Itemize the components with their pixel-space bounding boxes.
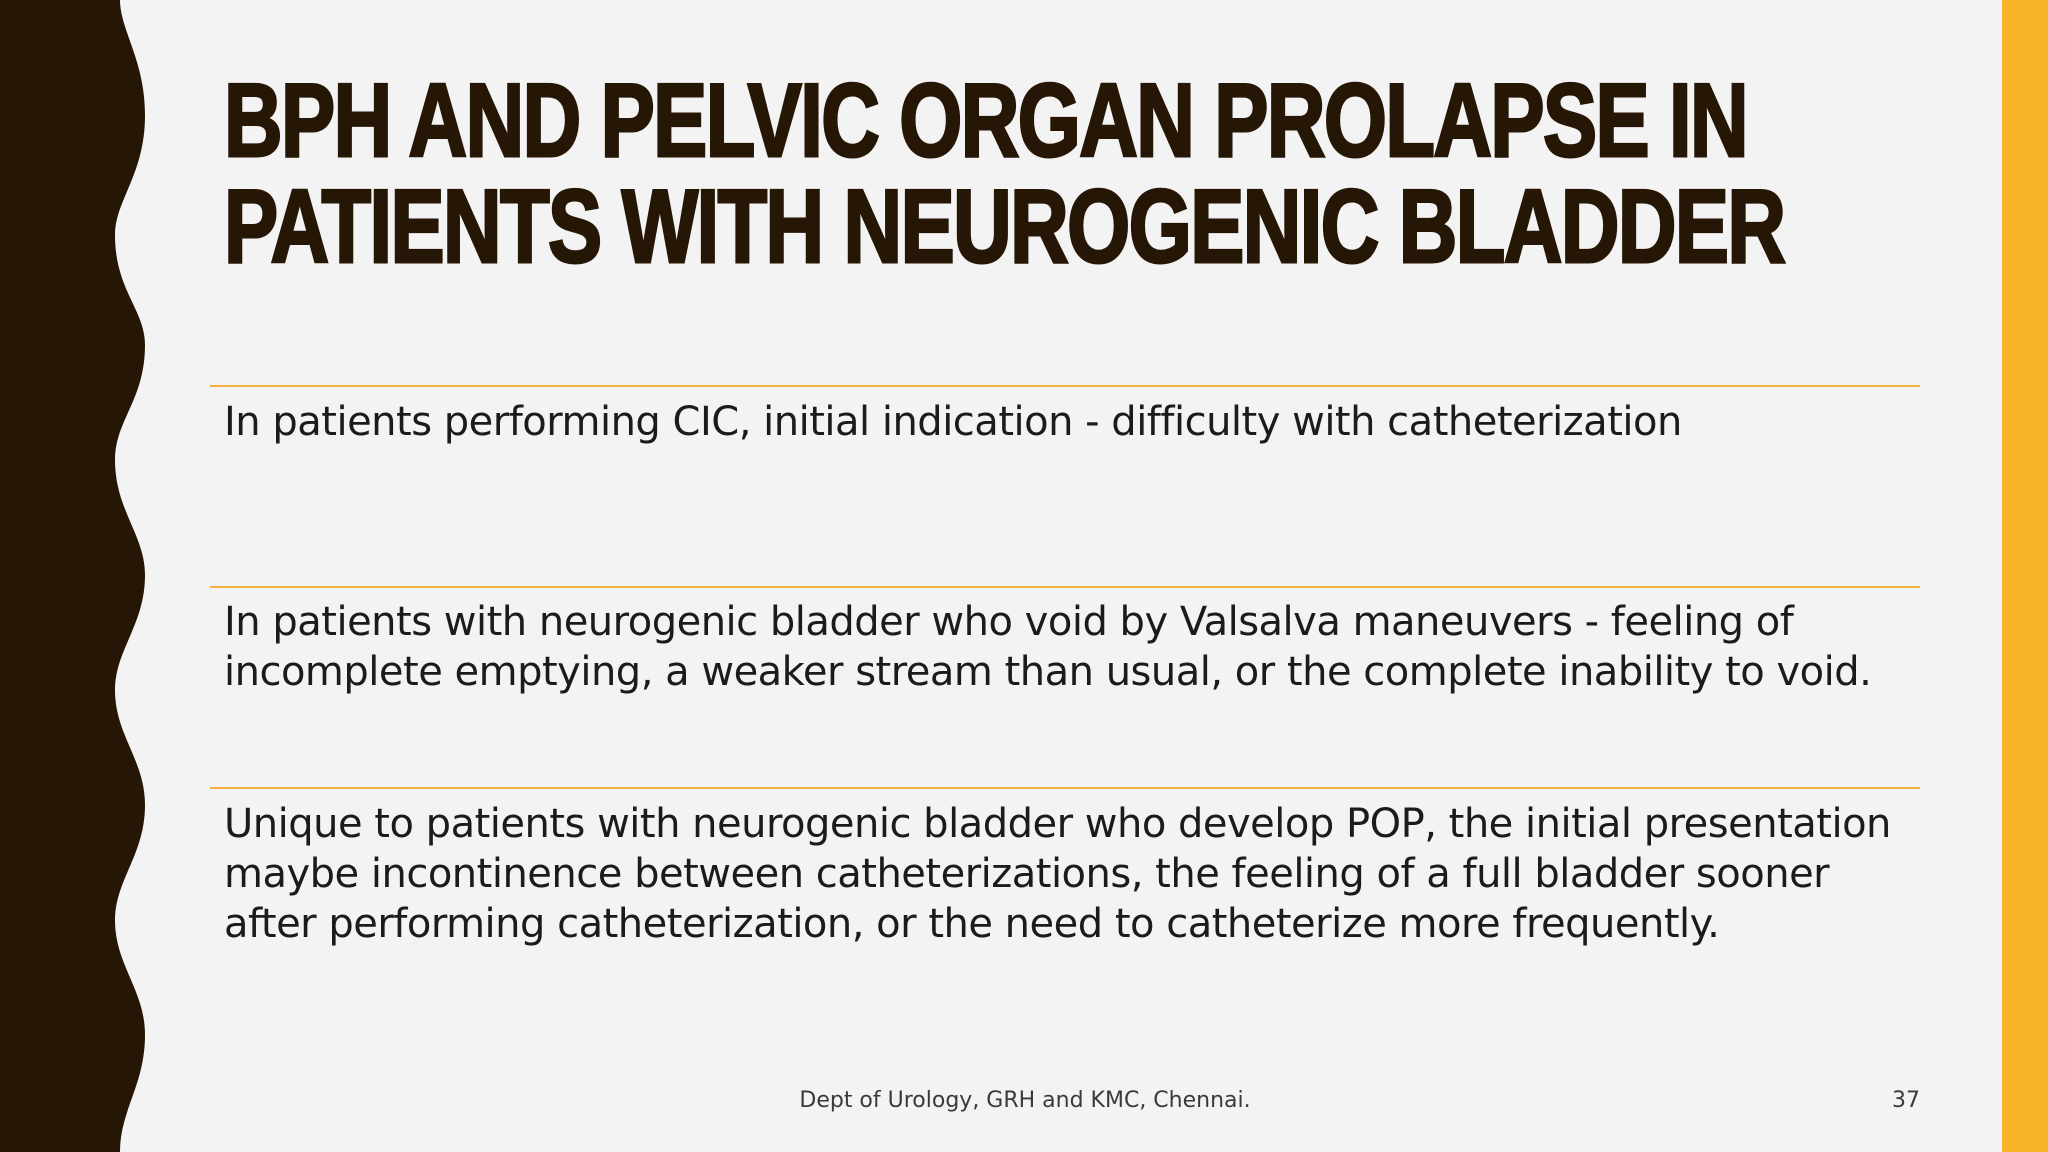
slide-title <box>224 63 1785 285</box>
footer-text: Dept of Urology, GRH and KMC, Chennai. <box>799 1088 1251 1113</box>
divider-line-1 <box>210 385 1920 387</box>
bullet-1: In patients performing CIC, initial indication - difficulty with catheterization <box>224 399 1682 445</box>
bullet-3: Unique to patients with neurogenic bladder who develop POP, the initial presentation maybe incontinence between catheterizations, the feeling of a full bladder sooner after performing catheterization, or the need to catheterize more frequently. <box>224 801 1891 947</box>
slide-title-line2: PATIENTS WITH NEUROGENIC BLADDER <box>224 169 1785 285</box>
divider-line-2 <box>210 586 1920 588</box>
divider-line-3 <box>210 787 1920 789</box>
accent-right-bar <box>2002 0 2048 1152</box>
bullet-2: In patients with neurogenic bladder who void by Valsalva maneuvers - feeling of incomplete emptying, a weaker stream than usual, or the complete inability to void. <box>224 599 1872 695</box>
page-number: 37 <box>1892 1088 1920 1113</box>
slide-title-line1: BPH AND PELVIC ORGAN PROLAPSE IN <box>224 63 1748 179</box>
wavy-left-border <box>0 0 160 1152</box>
